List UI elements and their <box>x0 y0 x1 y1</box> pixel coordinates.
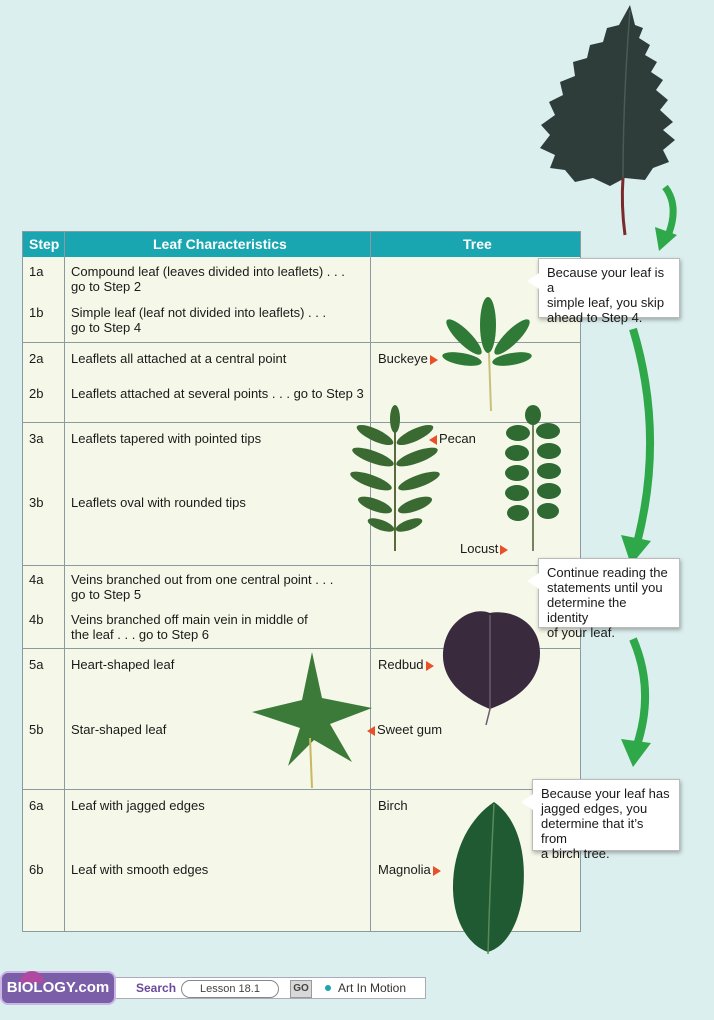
desc-5b: Star-shaped leaf <box>71 722 167 737</box>
step-2b: 2b <box>29 386 44 401</box>
tree-redbud: Redbud <box>378 657 434 672</box>
desc-6a: Leaf with jagged edges <box>71 798 205 813</box>
callout-pointer <box>527 573 539 589</box>
step-3b: 3b <box>29 495 44 510</box>
buckeye-leaf-image <box>440 295 540 415</box>
step-5a: 5a <box>29 657 44 672</box>
step-4b: 4b <box>29 612 44 627</box>
sweet-gum-leaf-image <box>248 650 378 790</box>
desc-1a: Compound leaf (leaves divided into leaflets) . . . go to Step 2 <box>71 264 345 294</box>
step-2a: 2a <box>29 351 44 366</box>
green-arrow-1 <box>645 185 685 255</box>
step-1b: 1b <box>29 305 44 320</box>
biology-com-bar <box>0 967 430 1007</box>
desc-4a: Veins branched out from one central point . . . go to Step 5 <box>71 572 334 602</box>
step-6b: 6b <box>29 862 44 877</box>
callout-birch: Because your leaf has jagged edges, you determine that it’s from a birch tree. <box>532 779 680 851</box>
lesson-search-input[interactable]: Lesson 18.1 <box>181 980 279 998</box>
row-divider <box>23 422 580 423</box>
green-arrow-2 <box>615 325 675 570</box>
magnolia-leaf-image <box>450 800 528 958</box>
desc-6b: Leaf with smooth edges <box>71 862 209 877</box>
desc-2a: Leaflets all attached at a central point <box>71 351 287 366</box>
tree-birch: Birch <box>378 798 408 813</box>
header-tree: Tree <box>463 236 492 252</box>
callout-step-1: Because your leaf is a simple leaf, you skip ahead to Step 4. <box>538 258 680 318</box>
tree-buckeye: Buckeye <box>378 351 438 366</box>
row-divider <box>23 565 580 566</box>
biology-logo[interactable]: BIOLOGY.com <box>2 973 114 1003</box>
desc-3b: Leaflets oval with rounded tips <box>71 495 246 510</box>
tree-locust: Locust <box>460 541 508 556</box>
step-4a: 4a <box>29 572 44 587</box>
callout-pointer <box>527 273 539 289</box>
tree-pecan: Pecan <box>429 431 476 446</box>
marker-arrow-icon <box>430 355 438 365</box>
header-characteristics: Leaf Characteristics <box>153 236 287 252</box>
marker-arrow-icon <box>433 866 441 876</box>
step-6a: 6a <box>29 798 44 813</box>
locust-leaf-image <box>498 403 568 553</box>
bullet-icon <box>325 985 331 991</box>
step-5b: 5b <box>29 722 44 737</box>
search-label: Search <box>136 981 177 995</box>
desc-3a: Leaflets tapered with pointed tips <box>71 431 262 446</box>
callout-continue: Continue reading the statements until you determine the identity of your leaf. <box>538 558 680 628</box>
green-arrow-3 <box>615 635 665 770</box>
step-1a: 1a <box>29 264 44 279</box>
marker-arrow-icon <box>426 661 434 671</box>
column-divider <box>64 232 65 931</box>
step-3a: 3a <box>29 431 44 446</box>
go-button[interactable]: GO <box>290 980 312 998</box>
redbud-leaf-image <box>440 605 544 727</box>
header-step: Step <box>29 236 60 252</box>
tree-sweet-gum: Sweet gum <box>367 722 442 737</box>
tree-magnolia: Magnolia <box>378 862 441 877</box>
art-in-motion-link[interactable]: Art In Motion <box>338 981 407 995</box>
desc-2b: Leaflets attached at several points . . . go to Step 3 <box>71 386 364 401</box>
table-header <box>23 232 580 257</box>
pecan-leaf-image <box>345 405 440 553</box>
callout-pointer <box>521 794 533 810</box>
desc-1b: Simple leaf (leaf not divided into leaflets) . . . go to Step 4 <box>71 305 327 335</box>
desc-4b: Veins branched off main vein in middle of the leaf . . . go to Step 6 <box>71 612 308 642</box>
desc-5a: Heart-shaped leaf <box>71 657 175 672</box>
